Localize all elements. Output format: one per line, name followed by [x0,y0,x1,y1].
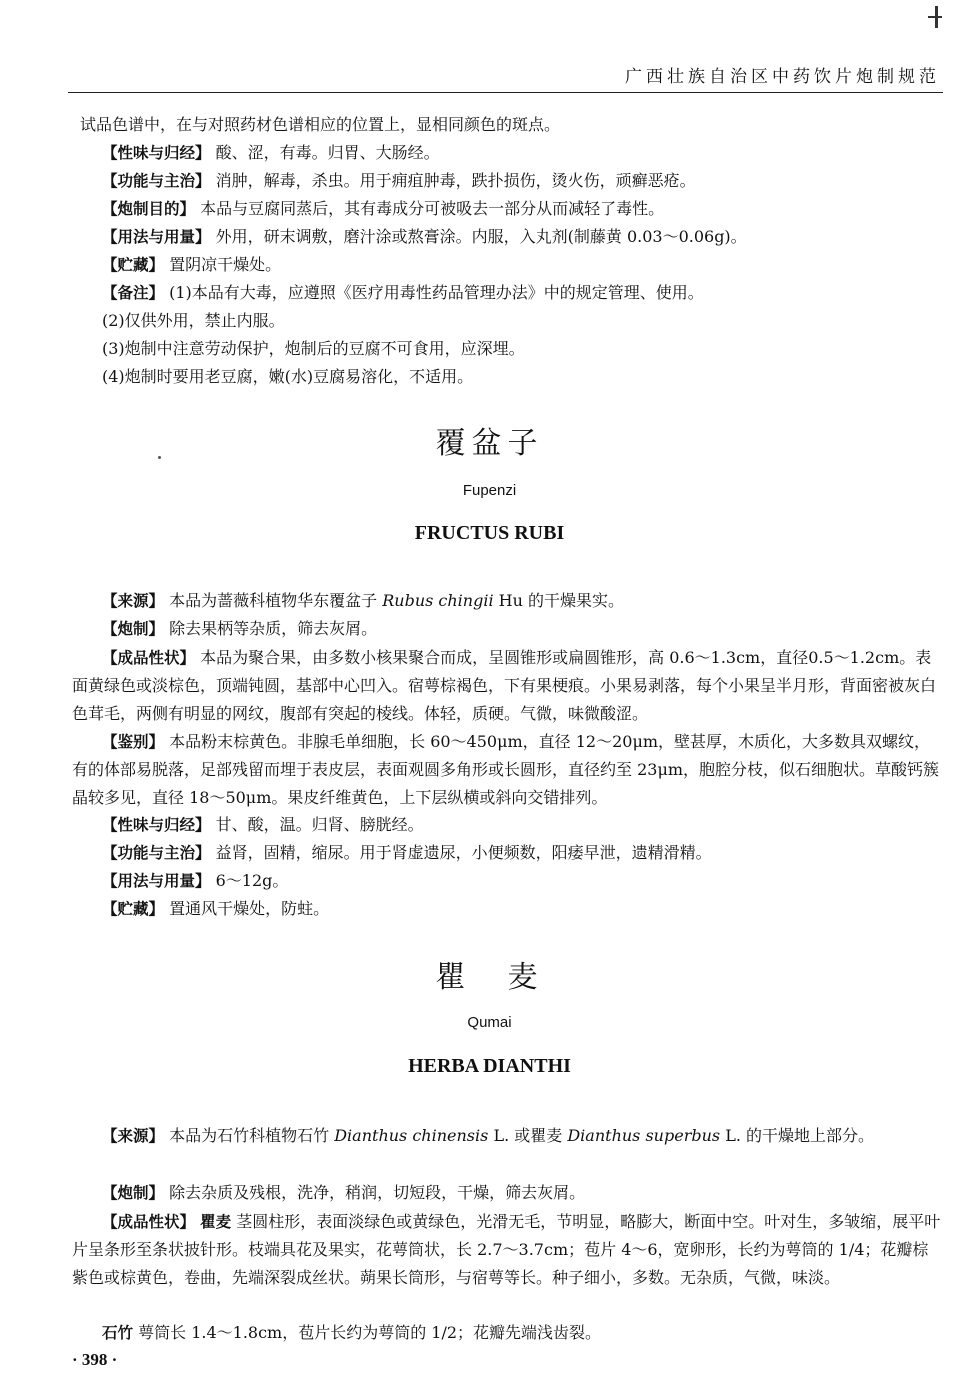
species-name: Dianthus superbus [567,1126,721,1145]
text-yongfa: 外用，研末调敷，磨汁涂或熬膏涂。内服，入丸剂(制藤黄 0.03～0.06g)。 [215,227,747,246]
corner-mark [928,16,942,18]
text-laiyuan-mid: L. 或瞿麦 [493,1126,563,1145]
entry-gongneng [102,842,712,864]
text-gongneng: 益肾，固精，缩尿。用于肾虚遗尿，小便频数，阳痿早泄，遗精滑精。 [215,843,712,862]
entry-xingwei [102,814,424,836]
entry-title: 覆盆子 [435,426,544,461]
continued-xingwei [102,142,440,164]
label-xingwei: 【性味与归经】 [102,816,211,834]
note-item: (2)仅供外用，禁止内服。 [102,311,285,330]
entry-latin-name: HERBA DIANTHI [408,1055,571,1077]
label-paozhi: 【炮制】 [102,1184,165,1202]
text-xingwei: 酸、涩，有毒。归胃、大肠经。 [215,143,440,162]
label-yongfa: 【用法与用量】 [102,228,211,246]
text-xingzhuang: 本品为聚合果，由多数小核果聚合而成，呈圆锥形或扁圆锥形，高 0.6～1.3cm，直径0.5～1.2cm。表面黄绿色或淡棕色，顶端钝圆，基部中心凹入。宿萼棕褐色，下有果梗痕。小果易剥落，每个小果呈半月形，背面密被灰白色茸毛，两侧有明显的网纹，腹部有突起的棱线。体轻，质硬。气微，味微酸涩。 [72,648,937,723]
text-paozhi: 除去杂质及残根，洗净，稍润，切短段，干燥，筛去灰屑。 [169,1183,586,1202]
label-mudi: 【炮制目的】 [102,200,196,218]
entry-paozhi [102,1182,585,1204]
entry-laiyuan [102,590,624,612]
continued-yongfa [102,226,747,248]
entry-latin-name: FRUCTUS RUBI [414,522,565,544]
entry-laiyuan [72,1122,942,1150]
text-laiyuan-post: Hu 的干燥果实。 [498,591,625,610]
label-gongneng: 【功能与主治】 [102,844,211,862]
entry-shizhu [102,1322,601,1344]
entry-yongfa [102,870,288,892]
continued-line: 试品色谱中，在与对照药材色谱相应的位置上，显相同颜色的斑点。 [80,115,561,134]
text-laiyuan: 本品为石竹科植物石竹 [169,1126,330,1145]
text-jianbie: 本品粉末棕黄色。非腺毛单细胞，长 60～450μm，直径 12～20μm，壁甚厚，木质化，大多数具双螺纹，有的体部易脱落，足部残留而埋于表皮层，表面观圆多角形或长圆形，直径约至 23μm，胞腔分枝，似石细胞状。草酸钙簇晶较多见，直径 18～50μm。果皮纤维黄色，上下层纵横或斜向交错排列。 [72,732,940,807]
continued-beizhu [102,282,704,304]
continued-mudi [102,198,664,220]
text-gongneng: 消肿，解毒，杀虫。用于痈疽肿毒，跌扑损伤，烫火伤，顽癣恶疮。 [215,171,696,190]
text-xingzhuang: 茎圆柱形，表面淡绿色或黄绿色，光滑无毛，节明显，略膨大，断面中空。叶对生，多皱缩，展平叶片呈条形至条状披针形。枝端具花及果实，花萼筒状，长 2.7～3.7cm；苞片 4～6，宽卵形，长约为萼筒的 1/4；花瓣棕紫色或棕黄色，卷曲，先端深裂成丝状。蒴果长筒形，与宿萼等长。种子细小，多数。无杂质，气微，味淡。 [72,1212,941,1287]
label-qumai: 瞿麦 [200,1213,232,1231]
species-name: Dianthus chinensis [334,1126,489,1145]
entry-zhucang [102,898,329,920]
text-shizhu: 萼筒长 1.4～1.8cm，苞片长约为萼筒的 1/2；花瓣先端浅齿裂。 [138,1323,602,1342]
page-number: · 398 · [72,1350,118,1369]
text-laiyuan-post: L. 的干燥地上部分。 [725,1126,875,1145]
running-header: 广西壮族自治区中药饮片炮制规范 [625,67,940,87]
entry-xingzhuang [72,644,942,728]
label-paozhi: 【炮制】 [102,620,165,638]
label-yongfa: 【用法与用量】 [102,872,211,890]
label-shizhu: 石竹 [102,1324,134,1342]
label-zhucang: 【贮藏】 [102,256,165,274]
label-laiyuan: 【来源】 [102,1127,165,1145]
species-name: Rubus chingii [382,591,494,610]
text-laiyuan: 本品为蔷薇科植物华东覆盆子 [169,591,378,610]
label-xingwei: 【性味与归经】 [102,144,211,162]
label-zhucang: 【贮藏】 [102,900,165,918]
label-xingzhuang: 【成品性状】 [102,1213,196,1231]
text-mudi: 本品与豆腐同蒸后，其有毒成分可被吸去一部分从而减轻了毒性。 [200,199,665,218]
label-laiyuan: 【来源】 [102,592,165,610]
label-jianbie: 【鉴别】 [102,733,165,751]
note-item: (3)炮制中注意劳动保护，炮制后的豆腐不可食用，应深埋。 [102,339,525,358]
text-paozhi: 除去果柄等杂质，筛去灰屑。 [169,619,378,638]
text-zhucang: 置通风干燥处，防蛀。 [169,899,330,918]
entry-pinyin: Fupenzi [462,482,517,499]
continued-zhucang [102,254,281,276]
text-xingwei: 甘、酸，温。归肾、膀胱经。 [215,815,424,834]
continued-gongneng [102,170,696,192]
label-xingzhuang: 【成品性状】 [102,649,196,667]
entry-title: 瞿 麦 [435,960,544,995]
entry-jianbie [72,728,942,812]
text-zhucang: 置阴凉干燥处。 [169,255,282,274]
text-yongfa: 6～12g。 [215,871,289,890]
entry-paozhi [102,618,377,640]
note-item: (4)炮制时要用老豆腐，嫩(水)豆腐易溶化，不适用。 [102,367,474,386]
speck [158,456,161,459]
label-gongneng: 【功能与主治】 [102,172,211,190]
label-beizhu: 【备注】 [102,284,165,302]
entry-xingzhuang [72,1208,942,1292]
entry-pinyin: Qumai [467,1014,512,1031]
header-rule [68,92,943,93]
text-beizhu: (1)本品有大毒，应遵照《医疗用毒性药品管理办法》中的规定管理、使用。 [169,283,704,302]
